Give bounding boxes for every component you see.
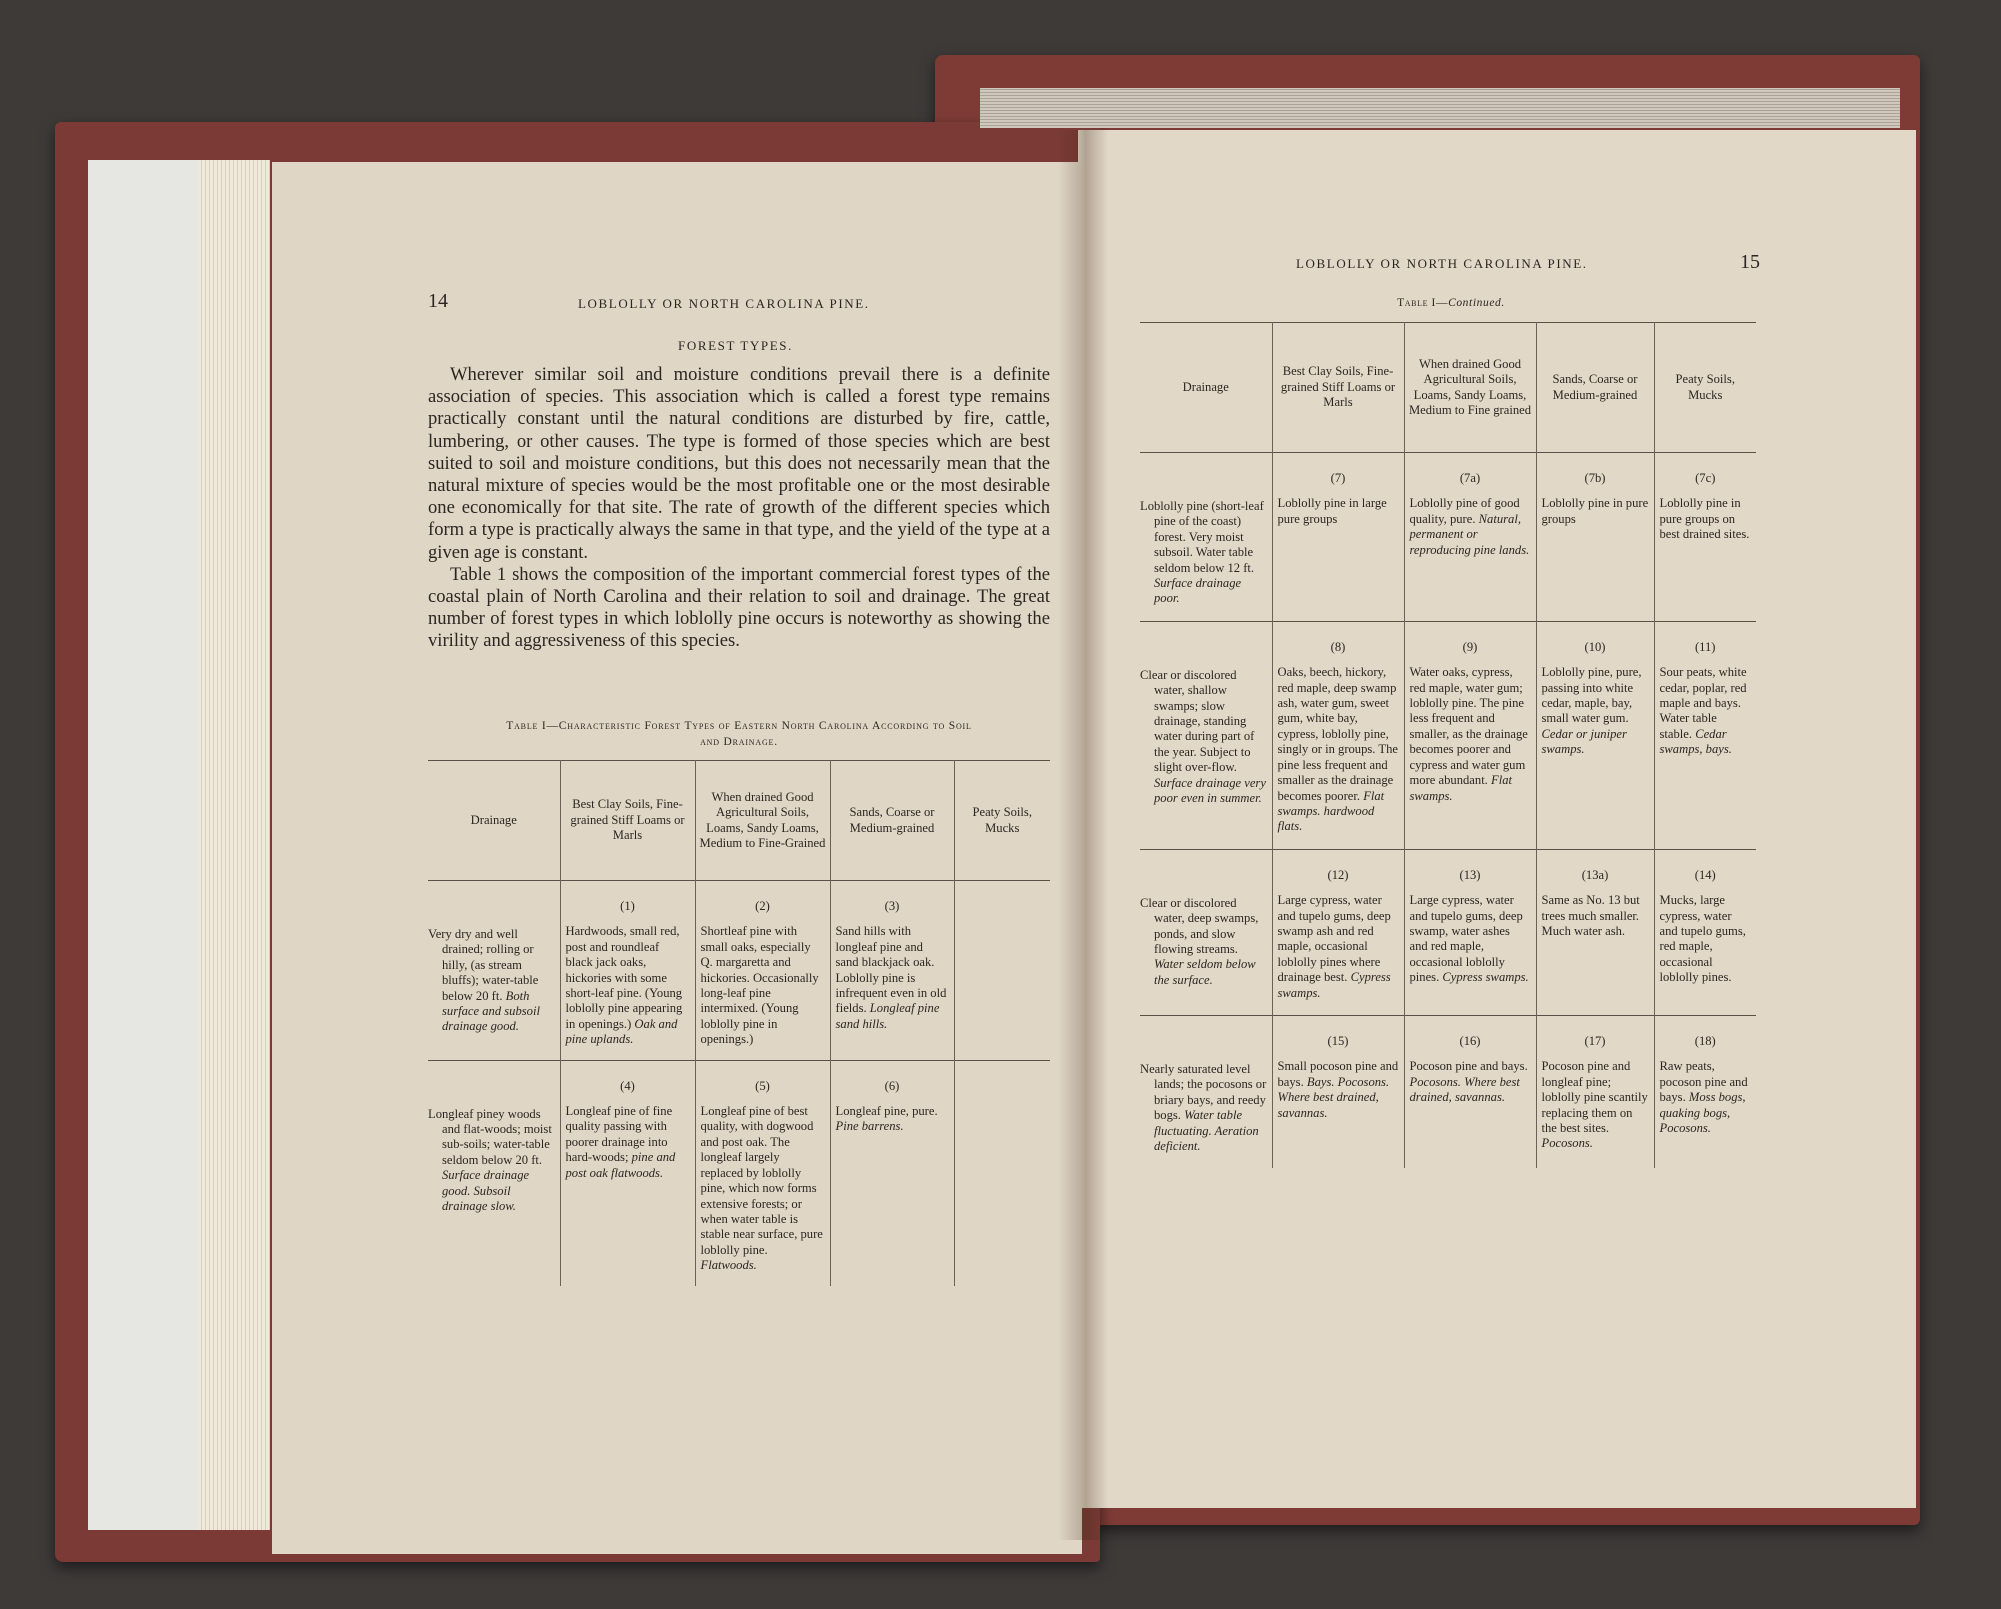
- type-text: Loblolly pine of good quality, pure.: [1409, 496, 1520, 526]
- type-description: [1410, 496, 1531, 558]
- drainage-description: Clear or discolored water, deep swamps, ponds, and slow flowing streams.: [1140, 895, 1259, 956]
- table-row: [1140, 849, 1756, 1015]
- forest-type-cell: [1272, 849, 1404, 1015]
- type-name: Oak and pine uplands.: [565, 1016, 678, 1047]
- body-text: [428, 364, 1050, 653]
- type-text: Shortleaf pine with small oaks, especially Q. margaretta and hickories. Occasionally long-leaf pine intermixed. (Young loblolly pine in openings.): [700, 924, 819, 1047]
- type-text: Water oaks, cypress, red maple, water gum; loblolly pine. The pine less frequent and smaller, as the drainage becomes poorer and cypress and water gum more abundant.: [1409, 665, 1528, 788]
- forest-type-cell: [1536, 453, 1654, 622]
- forest-type-cell: [560, 881, 695, 1061]
- type-text: Longleaf pine of best quality, with dogwood and post oak. The longleaf largely replaced by loblolly pine, which now forms extensive forests; or when water table is stable near surface, pure loblolly pine.: [700, 1104, 823, 1257]
- type-number: (7): [1330, 471, 1346, 485]
- type-text: Large cypress, water and tupelo gums, deep swamp ash and red maple, occasional loblolly pines where drainage best.: [1277, 893, 1391, 985]
- type-number: (12): [1327, 867, 1349, 882]
- type-number: (3): [884, 899, 900, 913]
- drainage-description: Nearly saturated level lands; the pocosons or briary bays, and reedy bogs.: [1140, 1061, 1267, 1123]
- type-description: [1410, 893, 1531, 985]
- type-description: [1660, 496, 1752, 542]
- table-title-suffix: Continued.: [1448, 297, 1505, 309]
- type-description: [1542, 893, 1649, 939]
- type-name: pine and post oak flatwoods.: [565, 1150, 676, 1180]
- type-text: Raw peats, pocoson pine and bays.: [1659, 1059, 1748, 1105]
- type-name: Pine barrens.: [835, 1119, 904, 1134]
- type-name: Cedar or juniper swamps.: [1541, 726, 1627, 757]
- forest-type-cell: [1272, 1015, 1404, 1168]
- drainage-text: [1140, 499, 1268, 607]
- forest-type-cell: [1272, 621, 1404, 849]
- drainage-note: Both surface and subsoil drainage good.: [442, 988, 540, 1034]
- table-title: [428, 718, 1050, 750]
- type-number: (17): [1584, 1033, 1606, 1048]
- table-title-prefix: Table I—: [1397, 297, 1449, 309]
- table-row: [1140, 1015, 1756, 1168]
- running-header: LOBLOLLY OR NORTH CAROLINA PINE.: [578, 296, 870, 311]
- drainage-note: Water seldom below the surface.: [1154, 957, 1256, 987]
- drainage-description: Longleaf piney woods and flat-woods; moist sub-soils; water-table seldom below 20 ft.: [428, 1106, 552, 1167]
- type-text: Pocoson pine and longleaf pine; loblolly pine scantily replacing them on the best sites.: [1541, 1059, 1648, 1135]
- type-description: [566, 1104, 690, 1181]
- drainage-text: [1140, 896, 1268, 988]
- column-header: Best Clay Soils, Fine-grained Stiff Loams or Marls: [560, 761, 695, 881]
- forest-type-cell: [1272, 453, 1404, 622]
- drainage-note: Surface drainage good. Subsoil drainage slow.: [442, 1168, 530, 1214]
- column-header: Best Clay Soils, Fine-grained Stiff Loams or Marls: [1272, 323, 1404, 453]
- type-text: Pocoson pine and bays.: [1409, 1059, 1528, 1074]
- type-text: Loblolly pine, pure, passing into white cedar, maple, bay, small water gum.: [1541, 665, 1642, 726]
- type-text: Sour peats, white cedar, poplar, red maple and bays. Water table stable.: [1659, 665, 1747, 741]
- type-description: [836, 924, 949, 1032]
- drainage-cell: [1140, 453, 1272, 622]
- type-description: [1278, 665, 1399, 834]
- type-text: Longleaf pine of fine quality passing with poorer drainage into hard-woods;: [565, 1104, 673, 1165]
- type-text: Same as No. 13 but trees much smaller. Much water ash.: [1541, 893, 1640, 938]
- table-title: [1146, 297, 1756, 309]
- type-number: (7a): [1459, 471, 1481, 485]
- type-number: (14): [1694, 867, 1716, 882]
- drainage-note: Surface drainage very poor even in summer.: [1154, 775, 1266, 806]
- type-name: Flat swamps. hardwood flats.: [1277, 788, 1385, 834]
- forest-type-cell: [1654, 849, 1756, 1015]
- page-number: 15: [1740, 251, 1760, 273]
- type-name: Pocosons.: [1541, 1136, 1593, 1151]
- type-name: Longleaf pine sand hills.: [835, 1001, 940, 1031]
- type-description: [1542, 496, 1649, 527]
- type-number: (5): [755, 1078, 770, 1093]
- type-text: Mucks, large cypress, water and tupelo gums, red maple, occasional loblolly pines.: [1659, 893, 1746, 985]
- type-number: (6): [884, 1078, 900, 1093]
- type-description: [836, 1104, 949, 1135]
- forest-type-cell: [1404, 621, 1536, 849]
- type-number: (2): [755, 899, 770, 913]
- drainage-cell: [428, 1060, 560, 1285]
- type-description: [1410, 665, 1531, 804]
- forest-type-cell: [695, 1060, 830, 1285]
- type-description: [1410, 1059, 1531, 1105]
- type-name: Cypress swamps.: [1277, 970, 1391, 1000]
- drainage-cell: [1140, 1015, 1272, 1168]
- table-row: [1140, 621, 1756, 849]
- running-header: LOBLOLLY OR NORTH CAROLINA PINE.: [1296, 256, 1588, 271]
- type-description: [1278, 496, 1399, 527]
- drainage-cell: [1140, 849, 1272, 1015]
- type-description: [701, 924, 825, 1047]
- type-description: [1660, 1059, 1752, 1136]
- type-number: (8): [1330, 639, 1346, 654]
- table-title-line: and Drainage.: [700, 736, 778, 748]
- page-number: 14: [428, 290, 448, 312]
- type-text: Large cypress, water and tupelo gums, deep swamp, water ashes and red maple, occasional loblolly pines.: [1409, 893, 1523, 985]
- type-description: [1278, 893, 1399, 1001]
- drainage-note: Surface drainage poor.: [1154, 576, 1242, 606]
- type-name: Flat swamps.: [1409, 773, 1512, 803]
- forest-type-cell: [1654, 453, 1756, 622]
- column-header: Peaty Soils, Mucks: [954, 761, 1050, 881]
- type-number: (7b): [1584, 471, 1606, 485]
- drainage-text: [428, 1107, 556, 1215]
- type-text: Loblolly pine in pure groups: [1541, 496, 1649, 526]
- type-name: Cedar swamps, bays.: [1659, 726, 1732, 757]
- type-number: (9): [1462, 639, 1478, 654]
- forest-type-cell: [1404, 849, 1536, 1015]
- forest-type-cell: [830, 881, 954, 1061]
- drainage-note: Water table fluctuating. Aeration deficient.: [1154, 1108, 1259, 1153]
- forest-type-cell: [1536, 849, 1654, 1015]
- paragraph: Table 1 shows the composition of the important commercial forest types of the coastal plain of North Carolina and their relation to soil and drainage. The great number of forest types in which loblolly pine occurs is noteworthy as showing the virility and aggressiveness of this species.: [428, 563, 1050, 652]
- type-text: Sand hills with longleaf pine and sand blackjack oak. Loblolly pine is infrequent even in old fields.: [835, 924, 947, 1016]
- paragraph: Wherever similar soil and moisture conditions prevail there is a definite association of species. This association which is called a forest type remains practically constant until the natural conditions are disturbed by fire, cattle, lumbering, or other causes. The type is formed of those species which are best suited to soil and moisture conditions, but this does not necessarily mean that the natural mixture of species would be the most profitable one or the most desirable one economically for that site. The rate of growth of the different species which form a type is practically always the same in that type, and the yield of the type at a given age is constant.: [428, 364, 1050, 563]
- type-description: [1278, 1059, 1399, 1121]
- forest-type-cell: [954, 1060, 1050, 1285]
- book-gutter: [1058, 130, 1108, 1540]
- drainage-description: Very dry and well drained; rolling or hilly, (as stream bluffs); water-table below 20 ft.: [428, 927, 539, 1003]
- column-header: Sands, Coarse or Medium-grained: [830, 761, 954, 881]
- drainage-description: Clear or discolored water, shallow swamps; slow drainage, standing water during part of the year. Subject to slight over-flow.: [1140, 667, 1255, 775]
- drainage-cell: [428, 881, 560, 1061]
- drainage-text: [428, 927, 556, 1035]
- type-name: Natural, permanent or reproducing pine lands.: [1409, 511, 1530, 557]
- column-header: Peaty Soils, Mucks: [1654, 323, 1756, 453]
- column-header: Drainage: [470, 812, 517, 827]
- forest-type-cell: [1654, 621, 1756, 849]
- forest-type-cell: [1536, 621, 1654, 849]
- type-description: [1542, 665, 1649, 757]
- drainage-text: [1140, 1062, 1268, 1154]
- forest-types-table: [428, 760, 1050, 1286]
- forest-type-cell: [1404, 453, 1536, 622]
- forest-type-cell: [560, 1060, 695, 1285]
- type-name: Cypress swamps.: [1442, 970, 1529, 985]
- type-number: (16): [1459, 1033, 1481, 1048]
- type-text: Longleaf pine, pure.: [835, 1104, 938, 1119]
- section-title: FOREST TYPES.: [678, 338, 793, 353]
- type-number: (13a): [1581, 867, 1609, 882]
- type-text: Oaks, beech, hickory, red maple, deep swamp ash, water gum, sweet gum, white bay, cypress, loblolly pine, singly or in groups. The pine less frequent and smaller as the drainage becomes poorer.: [1277, 665, 1398, 803]
- forest-type-cell: [1654, 1015, 1756, 1168]
- type-number: (10): [1584, 639, 1606, 654]
- type-text: Loblolly pine in large pure groups: [1277, 496, 1387, 526]
- drainage-text: [1140, 668, 1268, 807]
- type-number: (4): [620, 1078, 635, 1093]
- type-name: Flatwoods.: [700, 1258, 757, 1273]
- page-stack-edge: [198, 160, 270, 1530]
- column-header: Drainage: [1182, 379, 1229, 394]
- column-header: When drained Good Agricultural Soils, Loams, Sandy Loams, Medium to Fine grained: [1404, 323, 1536, 453]
- type-name: Pocosons. Where best drained, savannas.: [1409, 1074, 1520, 1105]
- table-row: [428, 1060, 1050, 1285]
- type-description: [1542, 1059, 1649, 1151]
- type-name: Bays. Pocosons. Where best drained, savannas.: [1277, 1074, 1390, 1120]
- type-number: (13): [1459, 867, 1481, 882]
- forest-type-cell: [954, 881, 1050, 1061]
- type-number: (15): [1327, 1033, 1349, 1048]
- column-header: Sands, Coarse or Medium-grained: [1536, 323, 1654, 453]
- type-text: Hardwoods, small red, post and roundleaf black jack oaks, hickories with some short-leaf pine. (Young loblolly pine appearing in openings.): [565, 924, 683, 1031]
- type-number: (18): [1694, 1033, 1716, 1048]
- forest-type-cell: [1404, 1015, 1536, 1168]
- page-block-top-edge: [980, 88, 1900, 128]
- type-number: (1): [620, 899, 635, 913]
- table-row: [1140, 453, 1756, 622]
- drainage-cell: [1140, 621, 1272, 849]
- type-text: Small pocoson pine and bays.: [1277, 1059, 1399, 1089]
- type-description: [1660, 665, 1752, 757]
- forest-types-table-continued: [1140, 322, 1756, 1168]
- type-number: (7c): [1695, 471, 1716, 485]
- type-description: [1660, 893, 1752, 985]
- table-header-row: [428, 761, 1050, 881]
- table-row: [428, 881, 1050, 1061]
- drainage-description: Loblolly pine (short-leaf pine of the coast) forest. Very moist subsoil. Water table seldom below 12 ft.: [1140, 499, 1264, 575]
- type-text: Loblolly pine in pure groups on best drained sites.: [1659, 496, 1750, 542]
- table-header-row: [1140, 323, 1756, 453]
- type-description: [701, 1104, 825, 1273]
- type-description: [566, 924, 690, 1047]
- type-number: (11): [1694, 639, 1716, 654]
- column-header: When drained Good Agricultural Soils, Loams, Sandy Loams, Medium to Fine-Grained: [695, 761, 830, 881]
- type-name: Moss bogs, quaking bogs, Pocosons.: [1659, 1090, 1746, 1135]
- forest-type-cell: [695, 881, 830, 1061]
- table-title-line: Table I—Characteristic Forest Types of Eastern North Carolina According to Soil: [506, 720, 972, 732]
- forest-type-cell: [830, 1060, 954, 1285]
- forest-type-cell: [1536, 1015, 1654, 1168]
